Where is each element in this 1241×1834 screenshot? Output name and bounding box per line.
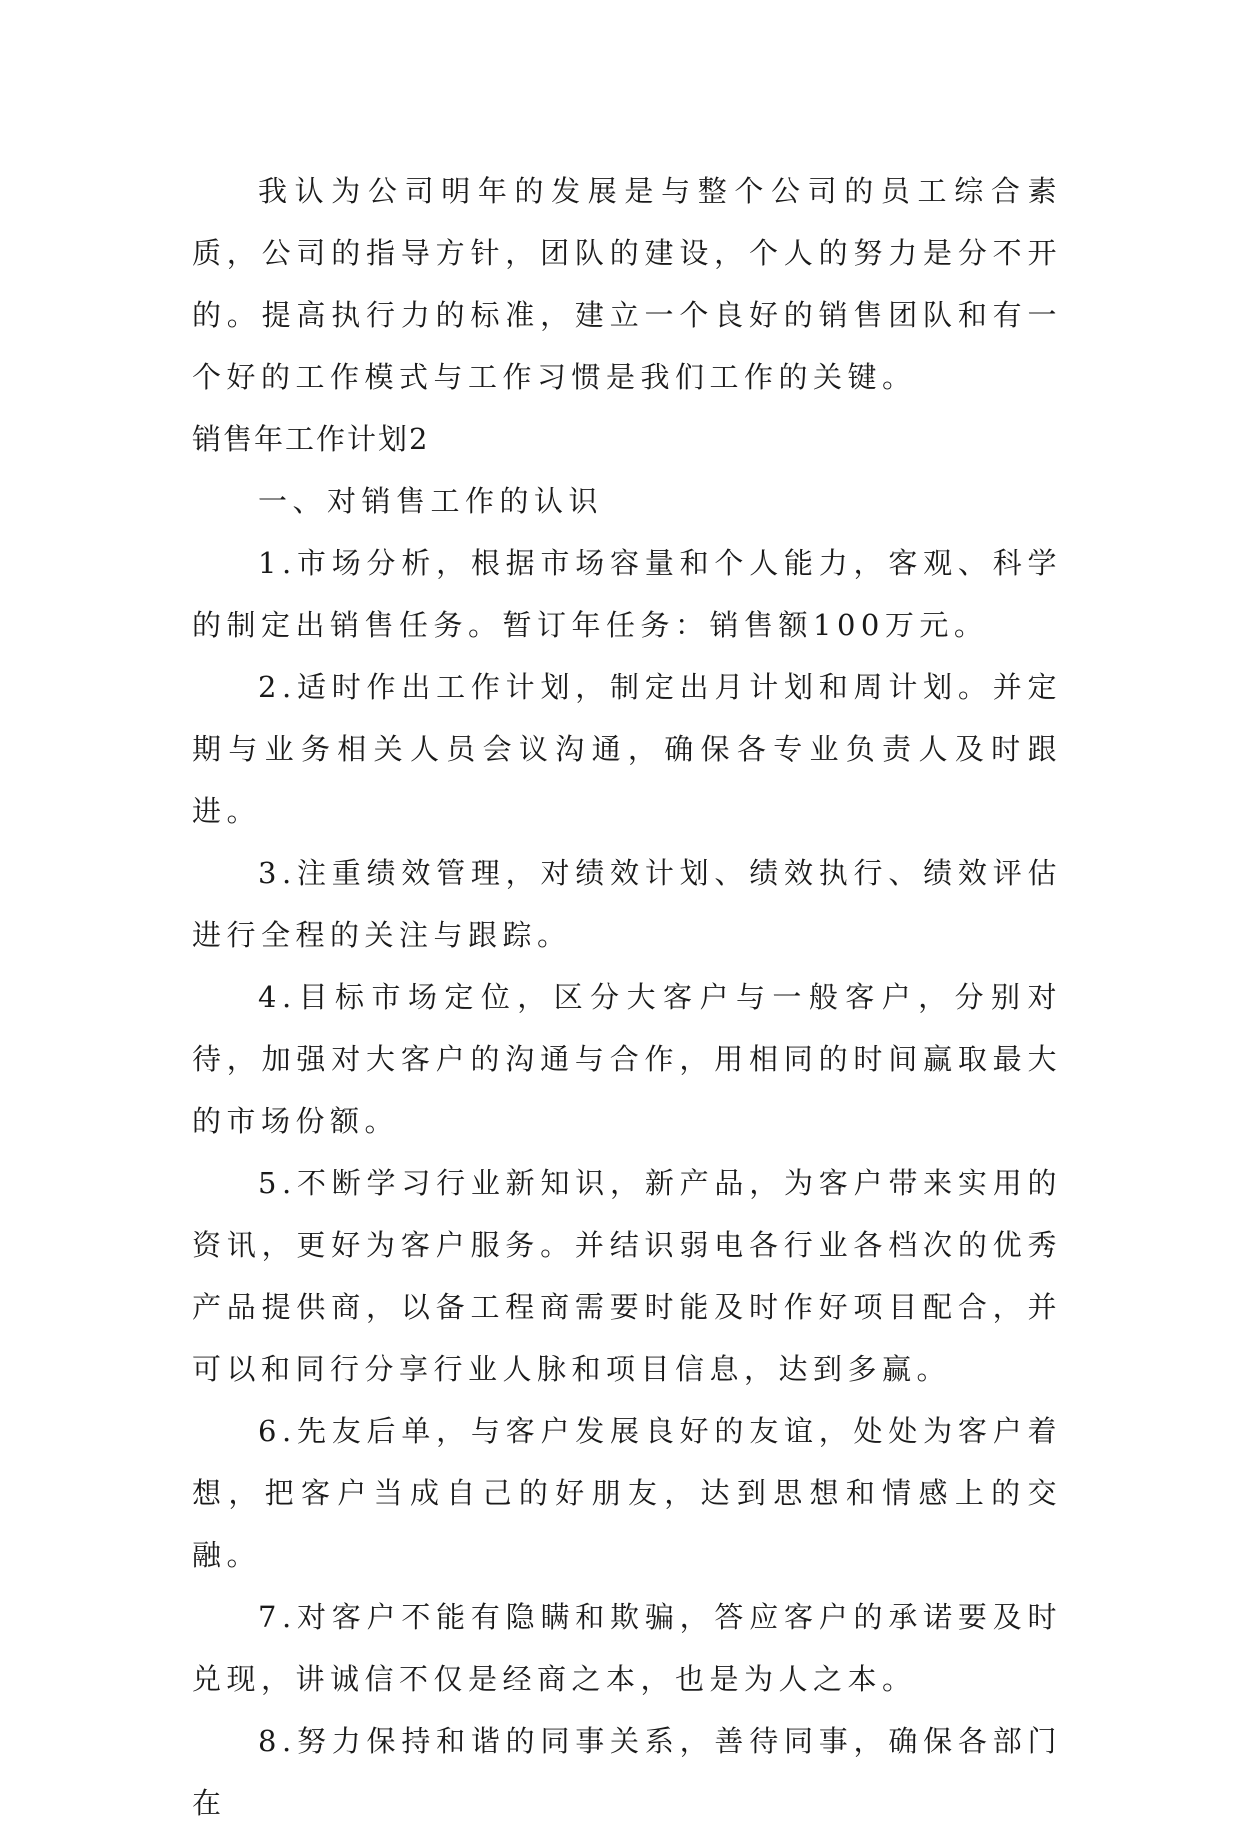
list-item-5: 5.不断学习行业新知识，新产品，为客户带来实用的资讯，更好为客户服务。并结识弱电各行业各档次的优秀产品提供商，以备工程商需要时能及时作好项目配合，并可以和同行分享行业人脉和项目信息，达到多赢。 — [192, 1166, 1062, 1386]
document-body — [192, 160, 1062, 1834]
list-item-6: 6.先友后单，与客户发展良好的友谊，处处为客户着想，把客户当成自己的好朋友，达到思想和情感上的交融。 — [192, 1414, 1062, 1572]
list-item-8: 8.努力保持和谐的同事关系，善待同事，确保各部门在 — [192, 1724, 1062, 1820]
list-item-4: 4.目标市场定位，区分大客户与一般客户，分别对待，加强对大客户的沟通与合作，用相同的时间赢取最大的市场份额。 — [192, 980, 1062, 1138]
list-item-3: 3.注重绩效管理，对绩效计划、绩效执行、绩效评估进行全程的关注与跟踪。 — [192, 856, 1062, 952]
list-item-7: 7.对客户不能有隐瞒和欺骗，答应客户的承诺要及时兑现，讲诚信不仅是经商之本，也是为人之本。 — [192, 1600, 1062, 1696]
subsection-heading: 一、对销售工作的认识 — [258, 484, 604, 518]
list-item-1: 1.市场分析，根据市场容量和个人能力，客观、科学的制定出销售任务。暂订年任务：销售额100万元。 — [192, 546, 1062, 642]
list-item-2: 2.适时作出工作计划，制定出月计划和周计划。并定期与业务相关人员会议沟通，确保各专业负责人及时跟进。 — [192, 670, 1062, 828]
section-title: 销售年工作计划2 — [192, 422, 430, 456]
paragraph-intro-summary: 我认为公司明年的发展是与整个公司的员工综合素质，公司的指导方针，团队的建设，个人的努力是分不开的。提高执行力的标准，建立一个良好的销售团队和有一个好的工作模式与工作习惯是我们工作的关键。 — [192, 174, 1062, 394]
